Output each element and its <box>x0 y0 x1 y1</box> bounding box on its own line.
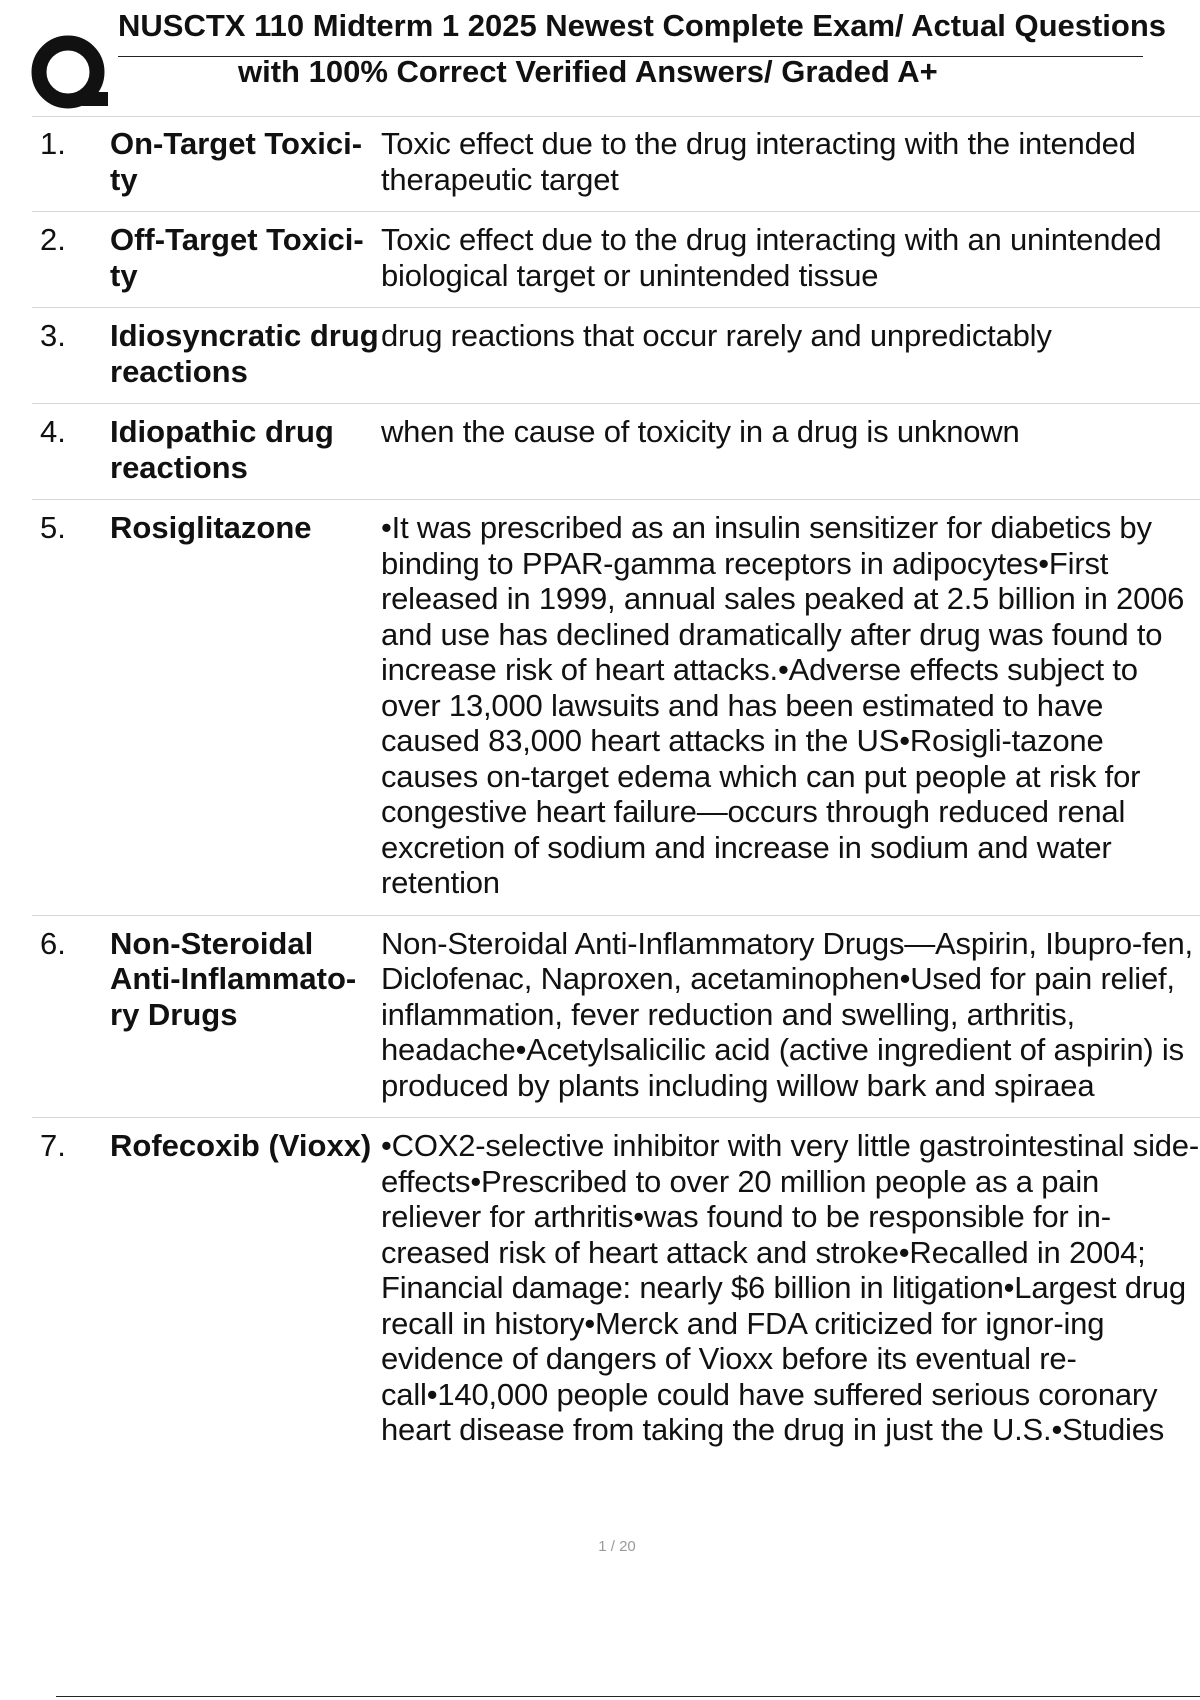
entry-term: Off-Target Toxici-ty <box>110 212 381 308</box>
entry-definition: •It was prescribed as an insulin sensitizer for diabetics by binding to PPAR-gamma receptors in adipocytes•First released in 1999, annual sales peaked at 2.5 billion in 2006 and use has declined dramatically after drug was found to increase risk of heart attacks.•Adverse effects subject to over 13,000 lawsuits and has been estimated to have caused 83,000 heart attacks in the US•Rosigli-tazone causes on-target edema which can put people at risk for congestive heart failure—occurs through reduced renal excretion of sodium and increase in sodium and water retention <box>381 500 1200 916</box>
flashcard-row <box>32 915 1200 1118</box>
flashcard-row <box>32 1118 1200 1462</box>
document-title <box>118 4 1200 94</box>
entry-term: Rofecoxib (Vioxx) <box>110 1128 372 1163</box>
flashcard-row <box>32 116 1200 212</box>
title-divider <box>118 56 1143 57</box>
flashcard-row <box>32 404 1200 500</box>
document-title-line-1: NUSCTX 110 Midterm 1 2025 Newest Complete Exam/ Actual Questions <box>118 8 1167 43</box>
entry-number: 7. <box>40 1128 66 1163</box>
q-logo-icon <box>30 34 112 116</box>
flashcard-row <box>32 308 1200 404</box>
entry-definition: drug reactions that occur rarely and unpredictably <box>381 308 1200 404</box>
entry-number: 4. <box>32 404 110 500</box>
entry-definition: Toxic effect due to the drug interacting with the intended therapeutic target <box>381 116 1200 212</box>
entry-term: Rosiglitazone <box>110 500 381 916</box>
entry-term: On-Target Toxici-ty <box>110 116 381 212</box>
entry-number: 3. <box>32 308 110 404</box>
entry-definition: Non-Steroidal Anti-Inflammatory Drugs—Aspirin, Ibupro-fen, Diclofenac, Naproxen, acetaminophen•Used for pain relief, inflammation, fever reduction and swelling, arthritis, headache•Acetylsalicilic acid (active ingredient of aspirin) is produced by plants including willow bark and spiraea <box>381 915 1200 1118</box>
entry-term: Idiosyncratic drug reactions <box>110 308 381 404</box>
entry-number: 5. <box>32 500 110 916</box>
page-number: 1 / 20 <box>598 1538 636 1555</box>
entry-definition: when the cause of toxicity in a drug is unknown <box>381 404 1200 500</box>
entry-definition: Toxic effect due to the drug interacting with an unintended biological target or unintended tissue <box>381 212 1200 308</box>
flashcard-row <box>32 500 1200 916</box>
entry-definition: •COX2-selective inhibitor with very little gastrointestinal side-effects•Prescribed to over 20 million people as a pain reliever for arthritis•was found to be responsible for in-creased risk of heart attack and stroke•Recalled in 2004; Financial damage: nearly $6 billion in litigation•Largest drug recall in history•Merck and FDA criticized for ignor-ing evidence of dangers of Vioxx before its eventual re-call•140,000 people could have suffered serious coronary heart disease from taking the drug in just the U.S.•Studies <box>381 1128 1199 1447</box>
flashcard-table <box>32 116 1200 1462</box>
entry-term: Non-Steroidal Anti-Inflammato-ry Drugs <box>110 915 381 1118</box>
entry-term: Idiopathic drug reactions <box>110 404 381 500</box>
document-title-line-2: with 100% Correct Verified Answers/ Graded A+ <box>238 54 938 89</box>
entry-number: 1. <box>32 116 110 212</box>
entry-number: 6. <box>32 915 110 1118</box>
flashcard-row <box>32 212 1200 308</box>
footer-divider <box>56 1696 1200 1697</box>
entry-number: 2. <box>32 212 110 308</box>
